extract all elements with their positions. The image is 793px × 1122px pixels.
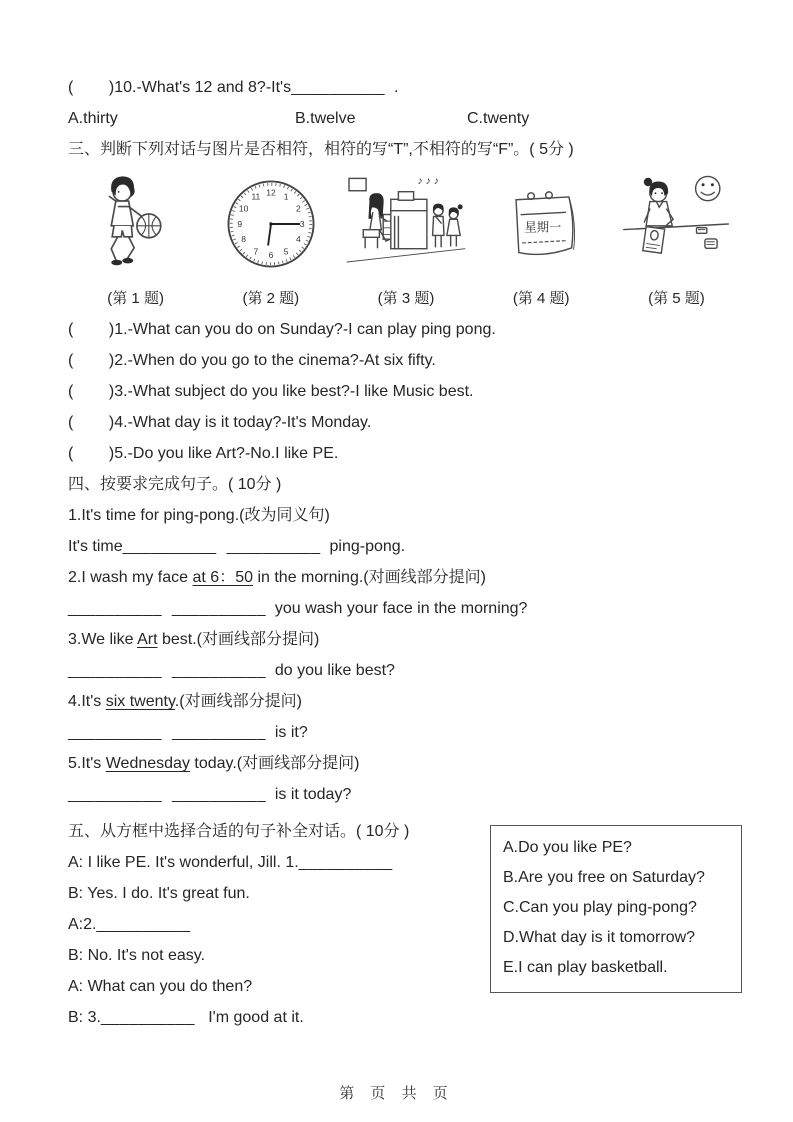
answer-blank: __________	[68, 600, 162, 617]
dialogue	[68, 847, 498, 1033]
picture-row	[68, 165, 744, 283]
clock-number: 5	[283, 246, 289, 257]
page-footer: 第 页 共 页	[339, 1085, 454, 1102]
s4-item-4-note: .(对画线部分提问)	[174, 693, 302, 710]
girl-artwork-image	[620, 168, 732, 280]
s4-item-4-underlined: six twenty	[105, 693, 175, 710]
option-a: A.thirty	[68, 110, 118, 127]
s4-item-2-underlined: at 6：50	[192, 569, 253, 586]
picture-label-5: (第 5 题)	[648, 290, 705, 307]
s4-item-2-question	[68, 562, 744, 593]
s4-item-1-answer	[68, 531, 744, 562]
choice-box	[490, 825, 742, 993]
s4-item-1-pre: 1.It's time for ping-pong.	[68, 507, 240, 524]
answer-blank: __________	[171, 662, 266, 679]
s4-item-5-question	[68, 748, 744, 779]
dialogue-6-text: B: 3.	[68, 1009, 101, 1026]
picture-label-4: (第 4 题)	[512, 290, 570, 307]
picture-label-2: (第 2 题)	[242, 290, 300, 307]
s4-item-1-note: (改为同义句)	[239, 507, 330, 524]
dialogue-blank-1: __________	[298, 854, 393, 871]
clock-number: 7	[253, 246, 259, 257]
picture-4	[474, 172, 609, 276]
dialogue-2-text: B: Yes. I do. It's great fun.	[68, 885, 250, 902]
dialogue-blank-3: __________	[100, 1009, 195, 1026]
option-b: B.twelve	[295, 110, 356, 127]
s4-item-2-pre: 2.I wash my face	[68, 569, 193, 586]
s4-item-5-pre: 5.It's	[68, 755, 106, 772]
picture-label-3: (第 3 题)	[377, 290, 435, 307]
option-c: C.twenty	[467, 110, 530, 127]
question-10-options	[68, 103, 744, 134]
picture-label-1: (第 1 题)	[107, 290, 164, 307]
choice-b: B.Are you free on Saturday?	[503, 869, 705, 886]
answer-blank: __________	[122, 538, 217, 555]
dialogue-1-text: A: I like PE. It's wonderful, Jill. 1.	[68, 854, 299, 871]
calendar-image	[489, 172, 593, 276]
basketball-boy-image	[81, 169, 191, 279]
clock-number: 2	[295, 203, 301, 214]
answer-blank: __________	[68, 724, 162, 741]
choice-e: E.I can play basketball.	[503, 959, 668, 976]
clock-number: 4	[295, 233, 301, 244]
s4-item-3-note: best.(对画线部分提问)	[157, 631, 320, 648]
answer-blank: __________	[68, 662, 162, 679]
dialogue-5-text: A: What can you do then?	[68, 978, 253, 995]
s4-item-3-answer	[68, 655, 744, 686]
clock-number: 8	[241, 233, 246, 244]
piano-lesson-image	[343, 167, 469, 281]
clock-image	[219, 172, 323, 276]
section-5-title: 五、从方框中选择合适的句子补全对话。( 10分 )	[68, 823, 410, 840]
s4-item-3-pre: 3.We like	[68, 631, 138, 648]
tf-question-3: ( )3.-What subject do you like best?-I like Music best.	[68, 383, 474, 400]
s4-item-4-answer-post: is it?	[265, 724, 308, 741]
dialogue-blank-2: __________	[96, 916, 191, 933]
clock-number: 3	[299, 218, 305, 229]
dialogue-3-text: A:2.	[68, 916, 97, 933]
clock-number: 12	[266, 187, 276, 198]
question-10-blank: __________	[291, 79, 386, 96]
s4-item-5-answer-post: is it today?	[265, 786, 352, 803]
clock-number: 6	[268, 250, 274, 261]
s4-item-2-answer	[68, 593, 744, 624]
choice-c: C.Can you play ping-pong?	[503, 899, 697, 916]
s4-item-4-answer	[68, 717, 744, 748]
s4-item-2-note: in the morning.(对画线部分提问)	[253, 569, 486, 586]
s4-item-3-answer-post: do you like best?	[265, 662, 395, 679]
question-10	[68, 72, 744, 103]
s4-item-1-answer-pre: It's time	[68, 538, 123, 555]
picture-5	[609, 168, 744, 280]
choice-a: A.Do you like PE?	[503, 839, 632, 856]
clock-number: 10	[238, 203, 249, 214]
question-10-period: .	[385, 79, 399, 96]
s4-item-4-question	[68, 686, 744, 717]
dialogue-line-2	[68, 878, 498, 909]
dialogue-line-3	[68, 909, 498, 940]
dialogue-4-text: B: No. It's not easy.	[68, 947, 206, 964]
dialogue-6-post: I'm good at it.	[194, 1009, 304, 1026]
dialogue-line-1	[68, 847, 498, 878]
s4-item-2-answer-post: you wash your face in the morning?	[265, 600, 528, 617]
s4-item-5-answer	[68, 779, 744, 810]
answer-blank: __________	[226, 538, 321, 555]
answer-blank: __________	[68, 786, 162, 803]
tf-question-5: ( )5.-Do you like Art?-No.I like PE.	[68, 445, 339, 462]
clock-number: 9	[237, 218, 242, 229]
dialogue-line-4	[68, 940, 498, 971]
clock-number: 11	[251, 191, 261, 202]
tf-question-1: ( )1.-What can you do on Sunday?-I can play ping pong.	[68, 321, 496, 338]
answer-blank: __________	[171, 786, 266, 803]
music-notes: ♪ ♪ ♪	[417, 176, 439, 188]
s4-item-5-note: today.(对画线部分提问)	[189, 755, 360, 772]
dialogue-line-6	[68, 1002, 498, 1033]
answer-blank: __________	[171, 600, 266, 617]
s4-item-3-question	[68, 624, 744, 655]
question-10-stem: ( )10.-What's 12 and 8?-It's	[68, 79, 292, 96]
s4-item-1-question	[68, 500, 744, 531]
calendar-day-text: 星期一	[524, 220, 562, 235]
section-4-title: 四、按要求完成句子。( 10分 )	[68, 476, 282, 493]
picture-2	[203, 172, 338, 276]
answer-blank: __________	[171, 724, 266, 741]
s4-item-3-underlined: Art	[137, 631, 158, 648]
choice-d: D.What day is it tomorrow?	[503, 929, 696, 946]
tf-question-4: ( )4.-What day is it today?-It's Monday.	[68, 414, 372, 431]
dialogue-line-5	[68, 971, 498, 1002]
s4-item-5-underlined: Wednesday	[105, 755, 190, 772]
clock-number: 1	[283, 191, 289, 202]
s4-item-1-answer-post: ping-pong.	[320, 538, 406, 555]
s4-item-4-pre: 4.It's	[68, 693, 106, 710]
picture-labels	[68, 283, 744, 314]
tf-question-2: ( )2.-When do you go to the cinema?-At six fifty.	[68, 352, 436, 369]
section-3-title: 三、判断下列对话与图片是否相符，相符的写“T”,不相符的写“F”。( 5分 )	[68, 141, 574, 158]
picture-1	[68, 169, 203, 279]
picture-3	[338, 167, 473, 281]
